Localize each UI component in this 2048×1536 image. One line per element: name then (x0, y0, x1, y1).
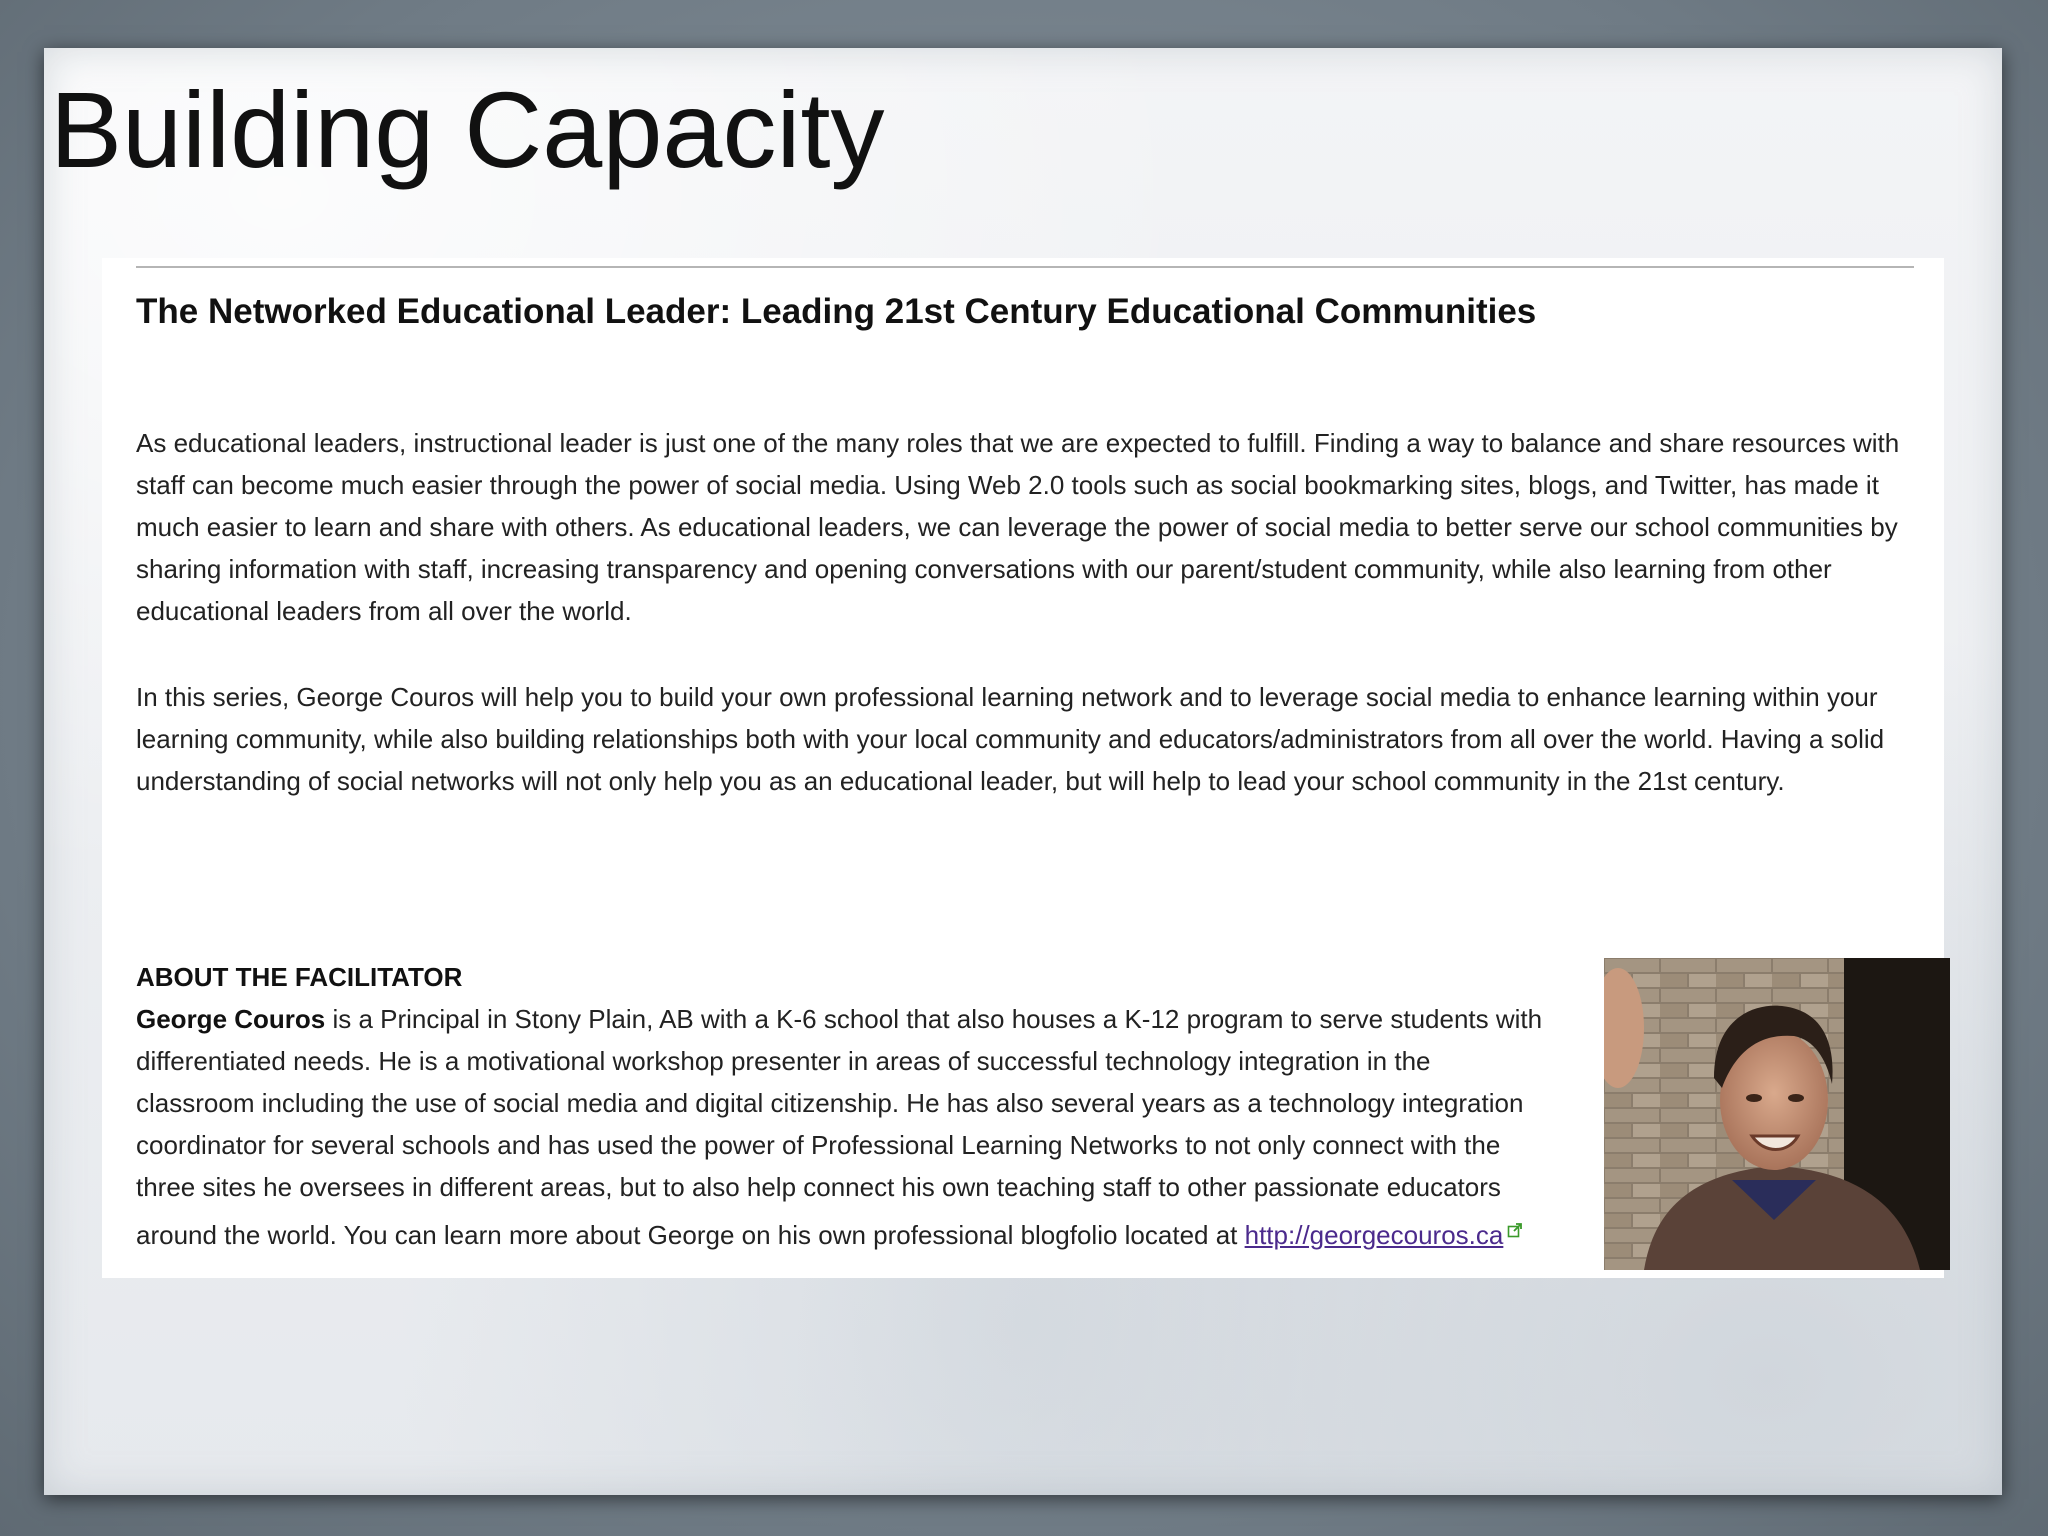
external-link-icon[interactable] (1507, 1208, 1523, 1224)
slide (44, 48, 2002, 1495)
intro-paragraph: As educational leaders, instructional leader is just one of the many roles that we are expected to fulfill. Finding a way to balance and share resources with staff can become much easier through the power of social media. Using Web 2.0 tools such as social bookmarking sites, blogs, and Twitter, has made it much easier to learn and share with others. As educational leaders, we can leverage the power of social media to better serve our school communities by sharing information with staff, increasing transparency and opening conversations with our parent/student community, while also learning from other educational leaders from all over the world. (136, 428, 1900, 626)
article-title: The Networked Educational Leader: Leading 21st Century Educational Communities (136, 292, 1537, 331)
slide-title: Building Capacity (50, 69, 885, 190)
series-paragraph: In this series, George Couros will help you to build your own professional learning network and to leverage social media to enhance learning within your learning community, while also building relationships both with your local community and educators/administrators from all over the world. Having a solid understanding of social networks will not only help you as an educational leader, but will help to lead your school community in the 21st century. (136, 682, 1885, 796)
facilitator-name: George Couros (136, 1004, 326, 1034)
facilitator-photo (1604, 958, 1950, 1270)
divider (136, 266, 1914, 268)
facilitator-website-link[interactable]: http://georgecouros.ca (1244, 1220, 1504, 1250)
article-panel (102, 258, 1944, 1278)
facilitator-bio (136, 998, 1556, 1256)
bio-text: is a Principal in Stony Plain, AB with a K-6 school that also houses a K-12 program to serve students with differentiated needs. He is a motivational workshop presenter in areas of successful technology integration in the classroom including the use of social media and digital citizenship. He has also several years as a technology integration coordinator for several schools and has used the power of Professional Learning Networks to not only connect with the three sites he oversees in different areas, but to also help connect his own teaching staff to other passionate educators around the world. You can learn more about George on his own professional blogfolio located at (136, 1004, 1543, 1250)
about-heading: ABOUT THE FACILITATOR (136, 962, 463, 992)
